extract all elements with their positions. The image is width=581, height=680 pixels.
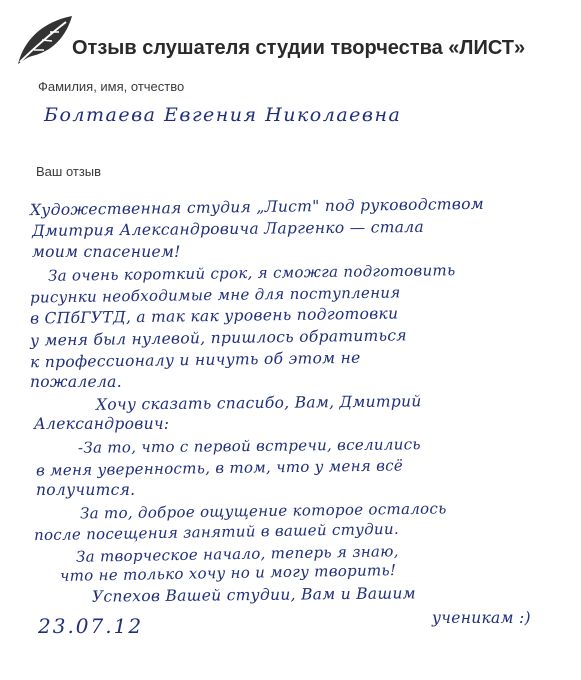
review-line: Александрович: <box>34 415 170 433</box>
review-line: -За то, что с первой встречи, вселились <box>77 435 421 457</box>
review-line: Успехов Вашей студии, Вам и Вашим <box>91 584 416 606</box>
review-line: За творческое начало, теперь я знаю, <box>75 542 399 566</box>
name-field-label: Фамилия, имя, отчество <box>38 79 185 94</box>
form-header <box>14 10 574 70</box>
review-line: Художественная студия „Лист" под руководством <box>29 194 485 220</box>
review-line: пожалела. <box>30 373 122 391</box>
review-line: получится. <box>36 481 136 499</box>
name-field-value: Болтаева Евгения Николаевна <box>44 104 402 126</box>
review-line: За очень короткий срок, я сможга подготовить <box>47 261 456 285</box>
review-line: у меня был нулевой, пришлось обратиться <box>29 326 407 350</box>
review-line: Хочу сказать спасибо, Вам, Дмитрий <box>95 392 422 414</box>
review-line: что не только хочу но и могу творить! <box>59 561 397 585</box>
review-line: в СПбГУТД, а так как уровень подготовки <box>29 304 399 328</box>
page-title: Отзыв слушателя студии творчества «ЛИСТ» <box>72 37 526 59</box>
review-line: рисунки необходимые мне для поступления <box>29 283 401 307</box>
review-line: к профессионалу и ничуть об этом не <box>29 348 361 372</box>
review-date: 23.07.12 <box>38 614 144 638</box>
review-line: в меня уверенность, в том, что у меня всё <box>35 456 404 480</box>
review-field-label: Ваш отзыв <box>36 164 102 179</box>
review-line: моим спасением! <box>32 243 181 261</box>
review-line: За то, доброе ощущение которое осталось <box>79 499 447 523</box>
leaf-logo-icon <box>14 10 78 68</box>
review-line: после посещения занятий в вашей студии. <box>33 519 400 545</box>
review-line: ученикам :) <box>432 609 531 627</box>
review-line: Дмитрия Александровича Ларгенко — стала <box>31 217 425 241</box>
